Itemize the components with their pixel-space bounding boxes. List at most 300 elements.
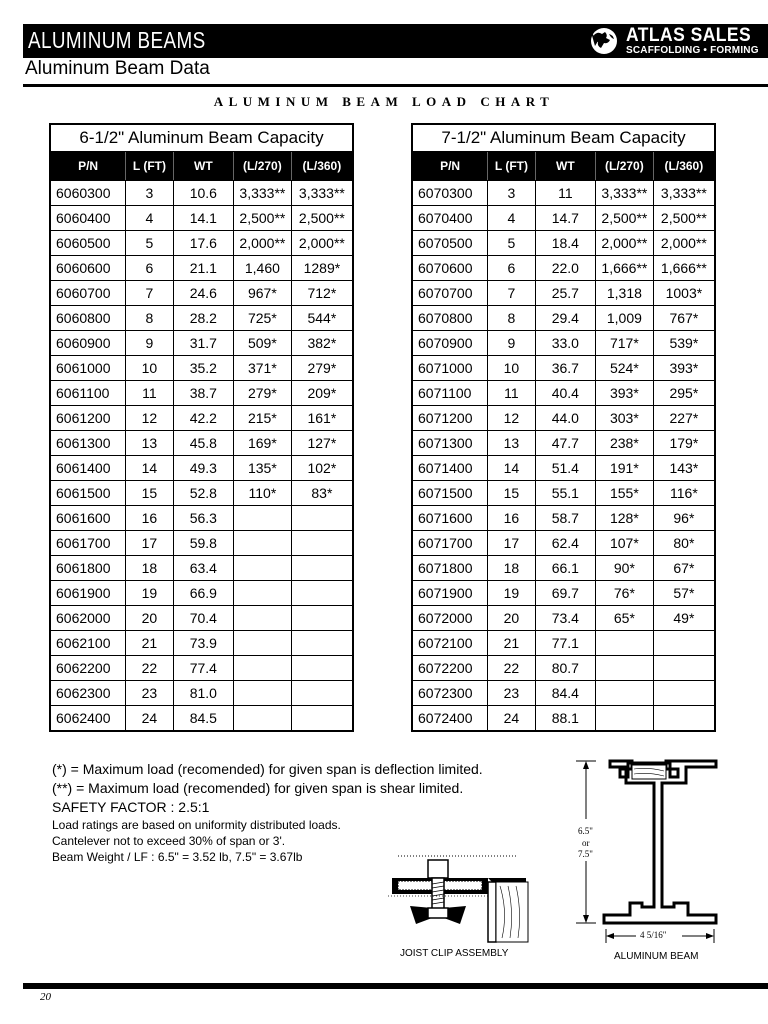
- table-row: [50, 506, 353, 531]
- table-row: [50, 356, 353, 381]
- table-cell: 44.0: [535, 406, 595, 431]
- table-cell: 6060500: [50, 231, 126, 256]
- table-row: [50, 481, 353, 506]
- column-header: P/N: [412, 152, 488, 181]
- table-row: [50, 706, 353, 732]
- table-cell: 6: [126, 256, 174, 281]
- table-cell: 2,000**: [291, 231, 353, 256]
- table-row: [50, 181, 353, 206]
- table-cell: 6071000: [412, 356, 488, 381]
- table-cell: 73.4: [535, 606, 595, 631]
- table-cell: 227*: [653, 406, 715, 431]
- table-cell: [234, 631, 292, 656]
- table-cell: 24: [488, 706, 536, 732]
- table-cell: 6062100: [50, 631, 126, 656]
- table-row: [412, 606, 715, 631]
- table-cell: 5: [126, 231, 174, 256]
- table-cell: 116*: [653, 481, 715, 506]
- table-cell: 83*: [291, 481, 353, 506]
- table-cell: 6070600: [412, 256, 488, 281]
- beam-height-label-mid: or: [582, 838, 590, 848]
- table-cell: 84.5: [173, 706, 233, 732]
- table-row: [50, 531, 353, 556]
- table-row: [50, 581, 353, 606]
- table-cell: 18.4: [535, 231, 595, 256]
- table-cell: 49*: [653, 606, 715, 631]
- table-cell: 6061500: [50, 481, 126, 506]
- beam-height-label-bot: 7.5": [578, 849, 593, 859]
- table-row: [50, 256, 353, 281]
- table-cell: 524*: [596, 356, 654, 381]
- table-cell: 57*: [653, 581, 715, 606]
- table-cell: 169*: [234, 431, 292, 456]
- table-cell: 3,333**: [653, 181, 715, 206]
- table-cell: 6071700: [412, 531, 488, 556]
- table-cell: 179*: [653, 431, 715, 456]
- header-divider: [23, 84, 768, 87]
- joist-clip-caption: JOIST CLIP ASSEMBLY: [400, 948, 509, 959]
- table-cell: 6071800: [412, 556, 488, 581]
- table-cell: 102*: [291, 456, 353, 481]
- column-header: L (FT): [126, 152, 174, 181]
- table-row: [412, 381, 715, 406]
- table-cell: 6060700: [50, 281, 126, 306]
- column-header: P/N: [50, 152, 126, 181]
- table-cell: 12: [126, 406, 174, 431]
- table-row: [50, 556, 353, 581]
- table-cell: [291, 656, 353, 681]
- table-row: [50, 206, 353, 231]
- table-cell: 14.1: [173, 206, 233, 231]
- table-cell: [653, 656, 715, 681]
- table-cell: 16: [488, 506, 536, 531]
- table-cell: 15: [126, 481, 174, 506]
- table-cell: 371*: [234, 356, 292, 381]
- table-cell: [234, 556, 292, 581]
- table-cell: 725*: [234, 306, 292, 331]
- table-cell: 1,009: [596, 306, 654, 331]
- table-cell: 209*: [291, 381, 353, 406]
- table-cell: 393*: [596, 381, 654, 406]
- note-deflection: (*) = Maximum load (recomended) for given span is deflection limited.: [52, 761, 483, 777]
- table-row: [50, 456, 353, 481]
- table-cell: [291, 606, 353, 631]
- table-cell: 14: [488, 456, 536, 481]
- table-cell: 38.7: [173, 381, 233, 406]
- table-cell: 62.4: [535, 531, 595, 556]
- table-cell: 10.6: [173, 181, 233, 206]
- table-cell: [291, 681, 353, 706]
- table-cell: 6072100: [412, 631, 488, 656]
- table-cell: 6: [488, 256, 536, 281]
- note-safety-factor: SAFETY FACTOR : 2.5:1: [52, 799, 210, 815]
- table-cell: 967*: [234, 281, 292, 306]
- table-cell: 22.0: [535, 256, 595, 281]
- table-cell: 6061100: [50, 381, 126, 406]
- table-row: [412, 706, 715, 732]
- table-cell: [234, 606, 292, 631]
- column-header: (L/360): [291, 152, 353, 181]
- table-cell: 110*: [234, 481, 292, 506]
- table-cell: 88.1: [535, 706, 595, 732]
- table-cell: 17: [488, 531, 536, 556]
- table-cell: 717*: [596, 331, 654, 356]
- table-cell: 2,500**: [291, 206, 353, 231]
- table-cell: 63.4: [173, 556, 233, 581]
- table-cell: 6061000: [50, 356, 126, 381]
- table-cell: 55.1: [535, 481, 595, 506]
- note-cantilever: Cantelever not to exceed 30% of span or 3'.: [52, 834, 286, 848]
- note-shear: (**) = Maximum load (recomended) for given span is shear limited.: [52, 780, 464, 796]
- table-cell: 393*: [653, 356, 715, 381]
- table-cell: 19: [488, 581, 536, 606]
- table-row: [412, 581, 715, 606]
- table-cell: 6071300: [412, 431, 488, 456]
- table-row: [412, 406, 715, 431]
- table-cell: 18: [488, 556, 536, 581]
- table-row: [412, 456, 715, 481]
- table-row: [50, 606, 353, 631]
- table-cell: 24.6: [173, 281, 233, 306]
- table-cell: 3,333**: [291, 181, 353, 206]
- table-cell: 6072400: [412, 706, 488, 732]
- table-cell: 14.7: [535, 206, 595, 231]
- table-row: [412, 306, 715, 331]
- table-cell: 5: [488, 231, 536, 256]
- table-cell: 17: [126, 531, 174, 556]
- column-header: (L/270): [234, 152, 292, 181]
- table-cell: 1003*: [653, 281, 715, 306]
- table-cell: 80.7: [535, 656, 595, 681]
- table-cell: 1,666**: [596, 256, 654, 281]
- table-cell: 6070400: [412, 206, 488, 231]
- table-cell: 84.4: [535, 681, 595, 706]
- table-cell: 6062400: [50, 706, 126, 732]
- table-cell: 29.4: [535, 306, 595, 331]
- table-cell: 11: [126, 381, 174, 406]
- table-cell: 544*: [291, 306, 353, 331]
- table-cell: 127*: [291, 431, 353, 456]
- table-cell: 6070500: [412, 231, 488, 256]
- table-cell: 21: [488, 631, 536, 656]
- table-cell: 191*: [596, 456, 654, 481]
- table-row: [412, 631, 715, 656]
- table-cell: 77.1: [535, 631, 595, 656]
- table-cell: 90*: [596, 556, 654, 581]
- table-cell: 6062200: [50, 656, 126, 681]
- brand-tagline: SCAFFOLDING • FORMING: [626, 45, 759, 56]
- table-cell: 6070300: [412, 181, 488, 206]
- table-cell: 7: [126, 281, 174, 306]
- table-cell: [291, 531, 353, 556]
- table-cell: 13: [126, 431, 174, 456]
- table-cell: 28.2: [173, 306, 233, 331]
- table-cell: 8: [126, 306, 174, 331]
- column-header: (L/270): [596, 152, 654, 181]
- table-cell: 18: [126, 556, 174, 581]
- table-cell: 59.8: [173, 531, 233, 556]
- table-cell: 6071400: [412, 456, 488, 481]
- table-cell: [234, 681, 292, 706]
- table-cell: 17.6: [173, 231, 233, 256]
- brand-name: ATLAS SALES: [626, 25, 752, 46]
- table-row: [412, 331, 715, 356]
- table-cell: [653, 681, 715, 706]
- table-cell: [291, 706, 353, 732]
- table-cell: 45.8: [173, 431, 233, 456]
- table-cell: 1289*: [291, 256, 353, 281]
- table-cell: 6061200: [50, 406, 126, 431]
- table-cell: 52.8: [173, 481, 233, 506]
- table-cell: 13: [488, 431, 536, 456]
- page-number: 20: [40, 991, 51, 1003]
- table-cell: 40.4: [535, 381, 595, 406]
- table-cell: 10: [126, 356, 174, 381]
- table-cell: 81.0: [173, 681, 233, 706]
- table-cell: 9: [488, 331, 536, 356]
- table-cell: 6071500: [412, 481, 488, 506]
- table-cell: 10: [488, 356, 536, 381]
- table-row: [412, 181, 715, 206]
- table-row: [412, 206, 715, 231]
- table-cell: 143*: [653, 456, 715, 481]
- table-row: [50, 656, 353, 681]
- table-cell: 107*: [596, 531, 654, 556]
- table-cell: 12: [488, 406, 536, 431]
- table-cell: 25.7: [535, 281, 595, 306]
- table-cell: 96*: [653, 506, 715, 531]
- table-cell: 6061600: [50, 506, 126, 531]
- table-cell: 3,333**: [234, 181, 292, 206]
- table-cell: 80*: [653, 531, 715, 556]
- table-row: [50, 306, 353, 331]
- table-row: [50, 681, 353, 706]
- table-cell: 279*: [291, 356, 353, 381]
- footer-rule: [23, 983, 768, 989]
- table-cell: 135*: [234, 456, 292, 481]
- table-cell: 22: [488, 656, 536, 681]
- table-cell: 6061400: [50, 456, 126, 481]
- table-cell: 6061700: [50, 531, 126, 556]
- table-cell: [291, 631, 353, 656]
- table-cell: 6072000: [412, 606, 488, 631]
- table-cell: 77.4: [173, 656, 233, 681]
- table-cell: 47.7: [535, 431, 595, 456]
- table-cell: 36.7: [535, 356, 595, 381]
- table-cell: [291, 581, 353, 606]
- table-row: [412, 431, 715, 456]
- note-beam-weight: Beam Weight / LF : 6.5" = 3.52 lb, 7.5" = 3.67lb: [52, 850, 303, 864]
- joist-clip-diagram: [388, 852, 533, 944]
- note-load-basis: Load ratings are based on uniformity distributed loads.: [52, 818, 341, 832]
- table-cell: 3: [126, 181, 174, 206]
- table-cell: 767*: [653, 306, 715, 331]
- column-header: L (FT): [488, 152, 536, 181]
- table-cell: 2,500**: [653, 206, 715, 231]
- table-cell: 6070700: [412, 281, 488, 306]
- table-cell: 4: [126, 206, 174, 231]
- table-cell: 56.3: [173, 506, 233, 531]
- table-cell: [291, 556, 353, 581]
- table-cell: 15: [488, 481, 536, 506]
- table-cell: 66.1: [535, 556, 595, 581]
- table-cell: 42.2: [173, 406, 233, 431]
- table-row: [412, 281, 715, 306]
- table-cell: 11: [488, 381, 536, 406]
- table-cell: 712*: [291, 281, 353, 306]
- table-cell: [234, 581, 292, 606]
- table-cell: [291, 506, 353, 531]
- table-row: [50, 281, 353, 306]
- table-cell: 76*: [596, 581, 654, 606]
- table-cell: 3: [488, 181, 536, 206]
- table-cell: 6061300: [50, 431, 126, 456]
- table-cell: 128*: [596, 506, 654, 531]
- table-cell: 65*: [596, 606, 654, 631]
- page-subtitle: Aluminum Beam Data: [25, 58, 210, 79]
- table-cell: 69.7: [535, 581, 595, 606]
- table-row: [412, 231, 715, 256]
- table-cell: 21: [126, 631, 174, 656]
- table-cell: 9: [126, 331, 174, 356]
- table-cell: 6070900: [412, 331, 488, 356]
- table-cell: [234, 531, 292, 556]
- table-cell: 6060800: [50, 306, 126, 331]
- table-cell: 4: [488, 206, 536, 231]
- table-cell: [234, 706, 292, 732]
- table-cell: 2,000**: [596, 231, 654, 256]
- table-cell: 6060900: [50, 331, 126, 356]
- table-cell: 279*: [234, 381, 292, 406]
- table-cell: 24: [126, 706, 174, 732]
- table-row: [412, 681, 715, 706]
- table-cell: 509*: [234, 331, 292, 356]
- table-cell: 20: [126, 606, 174, 631]
- table-row: [50, 381, 353, 406]
- table-cell: 6072200: [412, 656, 488, 681]
- table-row: [50, 631, 353, 656]
- table-row: [412, 556, 715, 581]
- beam-width-label: 4 5/16": [640, 930, 667, 940]
- beam-capacity-table-7-5: [411, 123, 716, 732]
- table-cell: [653, 631, 715, 656]
- column-header: WT: [173, 152, 233, 181]
- table-cell: 2,500**: [234, 206, 292, 231]
- globe-icon: [588, 26, 620, 56]
- table-cell: 7: [488, 281, 536, 306]
- table-cell: 51.4: [535, 456, 595, 481]
- table-row: [50, 431, 353, 456]
- beam-height-label-top: 6.5": [578, 826, 593, 836]
- table-row: [50, 231, 353, 256]
- table-cell: 6071900: [412, 581, 488, 606]
- table-cell: 215*: [234, 406, 292, 431]
- table-caption: 7-1/2" Aluminum Beam Capacity: [412, 124, 715, 152]
- table-cell: 161*: [291, 406, 353, 431]
- column-header: (L/360): [653, 152, 715, 181]
- table-cell: 6071600: [412, 506, 488, 531]
- table-row: [412, 531, 715, 556]
- table-cell: 539*: [653, 331, 715, 356]
- table-cell: 2,500**: [596, 206, 654, 231]
- table-cell: [234, 506, 292, 531]
- table-row: [412, 481, 715, 506]
- chart-heading: ALUMINUM BEAM LOAD CHART: [213, 94, 555, 109]
- table-cell: 31.7: [173, 331, 233, 356]
- table-cell: 1,460: [234, 256, 292, 281]
- table-cell: 1,318: [596, 281, 654, 306]
- table-cell: 8: [488, 306, 536, 331]
- table-cell: 6062000: [50, 606, 126, 631]
- table-cell: 23: [488, 681, 536, 706]
- table-cell: 382*: [291, 331, 353, 356]
- table-cell: 73.9: [173, 631, 233, 656]
- table-cell: [234, 656, 292, 681]
- notes-block: [52, 760, 483, 865]
- table-cell: 6071200: [412, 406, 488, 431]
- table-cell: 21.1: [173, 256, 233, 281]
- table-cell: [653, 706, 715, 732]
- table-cell: 6060300: [50, 181, 126, 206]
- table-cell: 1,666**: [653, 256, 715, 281]
- page-section-title: ALUMINUM BEAMS: [28, 27, 206, 53]
- table-row: [50, 406, 353, 431]
- table-cell: 6060400: [50, 206, 126, 231]
- table-cell: 6061800: [50, 556, 126, 581]
- table-cell: 6072300: [412, 681, 488, 706]
- column-header: WT: [535, 152, 595, 181]
- table-body: [412, 181, 715, 732]
- table-cell: 238*: [596, 431, 654, 456]
- table-cell: 2,000**: [234, 231, 292, 256]
- table-cell: 33.0: [535, 331, 595, 356]
- table-cell: [596, 681, 654, 706]
- table-cell: 11: [535, 181, 595, 206]
- table-row: [412, 506, 715, 531]
- table-cell: 155*: [596, 481, 654, 506]
- table-cell: 6060600: [50, 256, 126, 281]
- table-cell: [596, 706, 654, 732]
- table-cell: 49.3: [173, 456, 233, 481]
- table-cell: 19: [126, 581, 174, 606]
- table-cell: 303*: [596, 406, 654, 431]
- table-cell: 16: [126, 506, 174, 531]
- table-cell: [596, 631, 654, 656]
- table-row: [412, 656, 715, 681]
- table-cell: 35.2: [173, 356, 233, 381]
- table-caption: 6-1/2" Aluminum Beam Capacity: [50, 124, 353, 152]
- table-cell: 295*: [653, 381, 715, 406]
- table-cell: 70.4: [173, 606, 233, 631]
- table-cell: 67*: [653, 556, 715, 581]
- table-row: [412, 356, 715, 381]
- beam-capacity-table-6-5: [49, 123, 354, 732]
- table-cell: 6070800: [412, 306, 488, 331]
- table-cell: 6061900: [50, 581, 126, 606]
- table-cell: 22: [126, 656, 174, 681]
- beam-caption: ALUMINUM BEAM: [614, 951, 699, 962]
- table-row: [412, 256, 715, 281]
- table-body: [50, 181, 353, 732]
- table-cell: 66.9: [173, 581, 233, 606]
- table-row: [50, 331, 353, 356]
- table-cell: [596, 656, 654, 681]
- table-cell: 58.7: [535, 506, 595, 531]
- table-cell: 6071100: [412, 381, 488, 406]
- brand-logo: [588, 24, 768, 58]
- table-cell: 23: [126, 681, 174, 706]
- table-cell: 2,000**: [653, 231, 715, 256]
